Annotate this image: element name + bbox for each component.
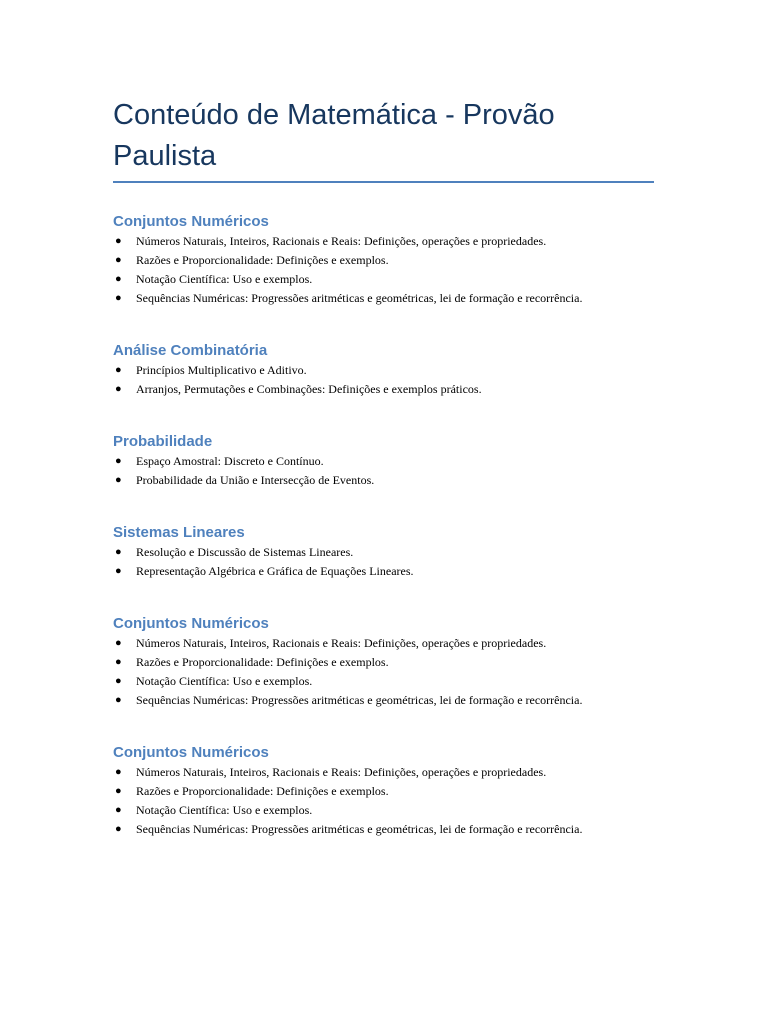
list-item	[113, 452, 658, 471]
list-item-text: Sequências Numéricas: Progressões aritméticas e geométricas, lei de formação e recorrência.	[136, 822, 583, 836]
bullet-list	[113, 361, 658, 399]
list-item	[113, 653, 658, 672]
bullet-list	[113, 634, 658, 710]
bullet-list	[113, 452, 658, 490]
list-item	[113, 782, 658, 801]
bullet-icon: ●	[115, 235, 122, 247]
list-item-text: Representação Algébrica e Gráfica de Equações Lineares.	[136, 564, 414, 578]
section-conjuntos-numericos-3	[113, 743, 658, 839]
list-item-text: Números Naturais, Inteiros, Racionais e Reais: Definições, operações e propriedades.	[136, 234, 547, 248]
bullet-icon: ●	[115, 656, 122, 668]
list-item-text: Sequências Numéricas: Progressões aritméticas e geométricas, lei de formação e recorrência.	[136, 693, 583, 707]
list-item	[113, 232, 658, 251]
section-probabilidade	[113, 432, 658, 490]
bullet-icon: ●	[115, 254, 122, 266]
bullet-icon: ●	[115, 474, 122, 486]
bullet-list	[113, 543, 658, 581]
bullet-icon: ●	[115, 273, 122, 285]
bullet-list	[113, 763, 658, 839]
list-item	[113, 634, 658, 653]
bullet-icon: ●	[115, 766, 122, 778]
document-title: Conteúdo de Matemática - Provão Paulista	[113, 95, 654, 183]
section-heading: Conjuntos Numéricos	[113, 213, 269, 230]
list-item	[113, 691, 658, 710]
section-analise-combinatoria	[113, 341, 658, 399]
list-item	[113, 562, 658, 581]
bullet-icon: ●	[115, 675, 122, 687]
list-item	[113, 270, 658, 289]
section-conjuntos-numericos	[113, 212, 658, 308]
list-item	[113, 380, 658, 399]
bullet-icon: ●	[115, 292, 122, 304]
list-item-text: Resolução e Discussão de Sistemas Lineares.	[136, 545, 354, 559]
list-item	[113, 801, 658, 820]
section-conjuntos-numericos-2	[113, 614, 658, 710]
bullet-icon: ●	[115, 823, 122, 835]
bullet-icon: ●	[115, 804, 122, 816]
document-page	[113, 95, 658, 839]
section-heading: Sistemas Lineares	[113, 524, 245, 541]
bullet-icon: ●	[115, 455, 122, 467]
list-item-text: Razões e Proporcionalidade: Definições e exemplos.	[136, 784, 389, 798]
list-item-text: Números Naturais, Inteiros, Racionais e Reais: Definições, operações e propriedades.	[136, 636, 547, 650]
list-item-text: Notação Científica: Uso e exemplos.	[136, 803, 313, 817]
section-heading: Probabilidade	[113, 433, 213, 450]
list-item-text: Números Naturais, Inteiros, Racionais e Reais: Definições, operações e propriedades.	[136, 765, 547, 779]
list-item	[113, 251, 658, 270]
list-item-text: Probabilidade da União e Intersecção de Eventos.	[136, 473, 375, 487]
list-item-text: Arranjos, Permutações e Combinações: Definições e exemplos práticos.	[136, 382, 482, 396]
bullet-icon: ●	[115, 364, 122, 376]
bullet-icon: ●	[115, 546, 122, 558]
list-item	[113, 672, 658, 691]
list-item	[113, 471, 658, 490]
list-item	[113, 763, 658, 782]
list-item-text: Razões e Proporcionalidade: Definições e exemplos.	[136, 655, 389, 669]
list-item	[113, 820, 658, 839]
list-item	[113, 289, 658, 308]
bullet-icon: ●	[115, 785, 122, 797]
bullet-icon: ●	[115, 637, 122, 649]
bullet-icon: ●	[115, 694, 122, 706]
list-item-text: Princípios Multiplicativo e Aditivo.	[136, 363, 307, 377]
bullet-icon: ●	[115, 565, 122, 577]
section-heading: Conjuntos Numéricos	[113, 744, 269, 761]
list-item-text: Notação Científica: Uso e exemplos.	[136, 272, 313, 286]
list-item-text: Sequências Numéricas: Progressões aritméticas e geométricas, lei de formação e recorrência.	[136, 291, 583, 305]
bullet-icon: ●	[115, 383, 122, 395]
list-item	[113, 543, 658, 562]
list-item	[113, 361, 658, 380]
list-item-text: Notação Científica: Uso e exemplos.	[136, 674, 313, 688]
section-heading: Conjuntos Numéricos	[113, 615, 269, 632]
list-item-text: Razões e Proporcionalidade: Definições e exemplos.	[136, 253, 389, 267]
list-item-text: Espaço Amostral: Discreto e Contínuo.	[136, 454, 324, 468]
section-heading: Análise Combinatória	[113, 342, 268, 359]
section-sistemas-lineares	[113, 523, 658, 581]
bullet-list	[113, 232, 658, 308]
